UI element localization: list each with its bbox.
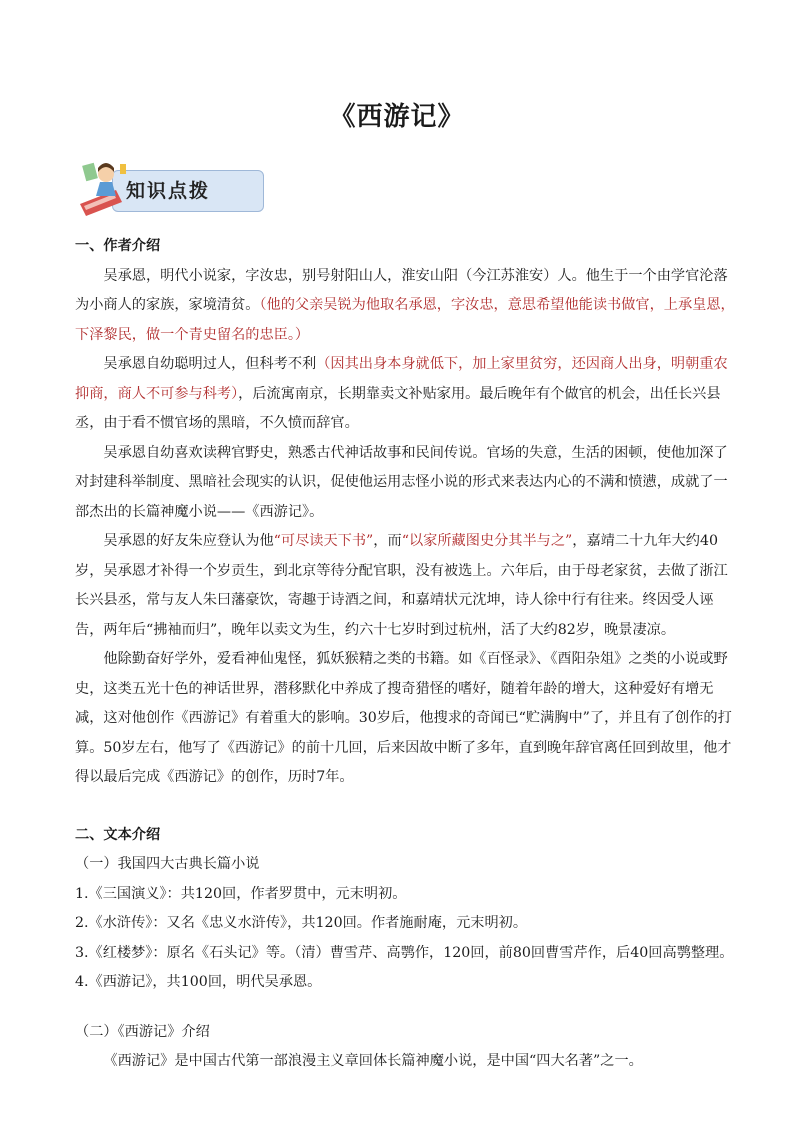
quote-text: “以家所藏图史分其半与之”	[401, 533, 573, 549]
page-title: 《西游记》	[329, 102, 465, 132]
section-heading: 一、作者介绍	[75, 238, 161, 254]
paragraph: 《西游记》是中国古代第一部浪漫主义章回体长篇神魔小说，是中国“四大名著”之一。	[103, 1053, 643, 1069]
note-text: （他的父亲吴锐为他取名承恩，字汝忠，意思希望他能读书做官，上承皇恩，下泽黎民，做一个青史留名的忠臣。）	[75, 297, 735, 343]
paragraph: 吴承恩自幼喜欢读稗官野史，熟悉古代神话故事和民间传说。官场的失意，生活的困顿，使他加深了对封建科举制度、黑暗社会现实的认识，促使他运用志怪小说的形式来表达内心的不满和愤懑，成就了一部杰出的长篇神魔小说——《西游记》。	[75, 444, 728, 520]
text-run: ，而	[373, 533, 402, 549]
text-run: 吴承恩的好友朱应登认为他	[103, 533, 274, 549]
paragraph	[75, 527, 735, 645]
paragraph: 他除勤奋好学外，爱看神仙鬼怪，狐妖猴精之类的书籍。如《百怪录》、《酉阳杂俎》之类的小说或野史，这类五光十色的神话世界，潜移默化中养成了搜奇猎怪的嗜好，随着年龄的增大，这种爱好有增无减，这对他创作《西游记》有着重大的影响。30岁后，他搜求的奇闻已“贮满胸中”了，并且有了创作的打算。50岁左右，他写了《西游记》的前十几回，后来因故中断了多年，直到晚年辞官离任回到故里，他才得以最后完成《西游记》的创作，历时7年。	[75, 651, 732, 785]
text-run: 吴承恩自幼聪明过人，但科考不利	[103, 356, 317, 372]
list-item: 1.《三国演义》：共120回，作者罗贯中，元末明初。	[75, 885, 407, 902]
note-text: （因其出身本身就低下，加上家里贫穷，还因商人出身，明朝重农抑商，商人不可参与科考）	[75, 356, 728, 402]
paragraph	[75, 350, 735, 439]
document-body	[75, 232, 735, 1077]
sub-heading: （一）我国四大古典长篇小说	[75, 856, 260, 872]
section-heading: 二、文本介绍	[75, 826, 161, 843]
list-item: 4.《西游记》，共100回，明代吴承恩。	[75, 974, 322, 990]
text-run: ，后流寓南京，长期靠卖文补贴家用。最后晚年有个做官的机会，出任长兴县丞，由于看不惯官场的黑暗，不久愤而辞官。	[75, 385, 721, 431]
paragraph	[75, 262, 735, 351]
banner-label: 知识点拨	[126, 180, 211, 202]
list-item: 3.《红楼梦》：原名《石头记》等。（清）曹雪芹、高鹗作，120回，前80回曹雪芹作，后40回高鹗整理。	[75, 944, 734, 961]
list-item: 2.《水浒传》：又名《忠义水浒传》，共120回。作者施耐庵，元末明初。	[75, 915, 528, 931]
quote-text: “可尽读天下书”	[273, 533, 374, 549]
knowledge-banner	[76, 160, 264, 218]
text-run: 吴承恩，明代小说家，字汝忠，别号射阳山人，淮安山阳（今江苏淮安）人。他生于一个由学官沦落为小商人的家族，家境清贫。	[75, 267, 728, 313]
text-run: ，嘉靖二十九年大约40岁，吴承恩才补得一个岁贡生，到北京等待分配官职，没有被选上。六年后，由于母老家贫，去做了浙江长兴县丞，常与友人朱曰藩豪饮，寄趣于诗酒之间，和嘉靖状元沈坤，诗人徐中行有往来。终因受人诬告，两年后“拂袖而归”，晚年以卖文为生，约六十七岁时到过杭州，活了大约82岁，晚景凄凉。	[75, 533, 728, 638]
sub-heading: （二）《西游记》介绍	[75, 1023, 210, 1040]
